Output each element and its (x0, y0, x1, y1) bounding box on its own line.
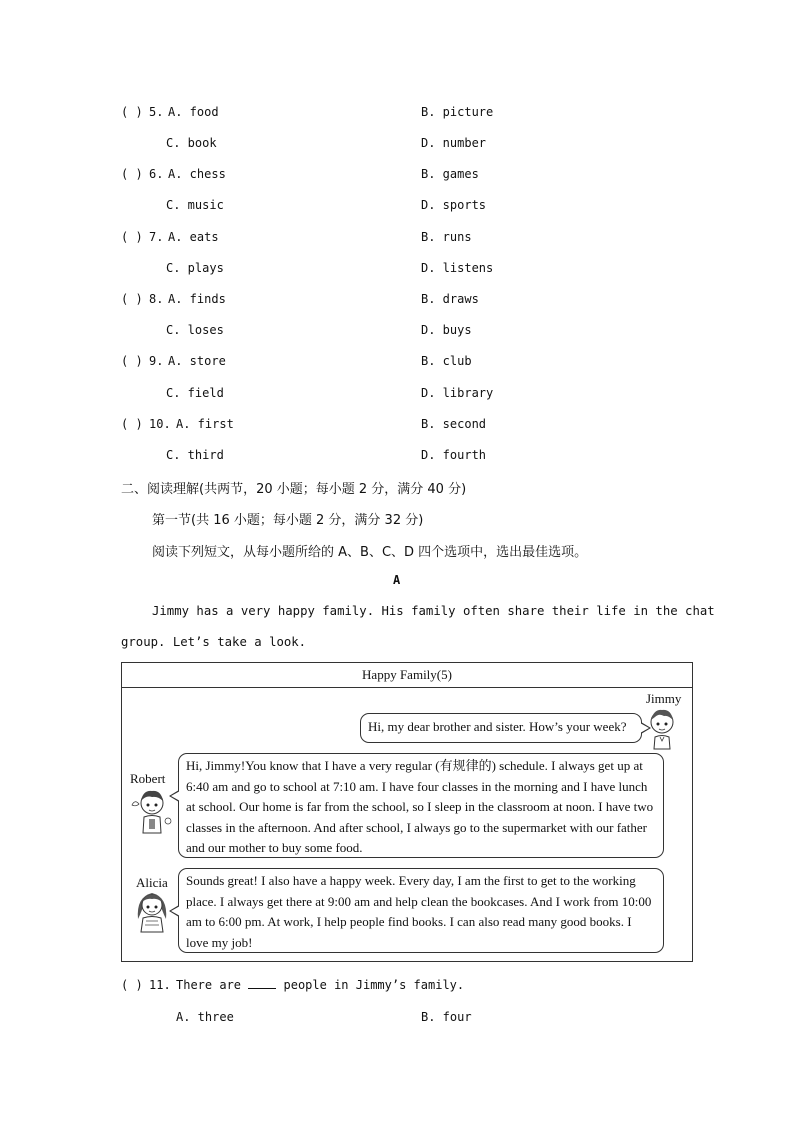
message-bubble-jimmy (360, 713, 642, 743)
sender-name-robert: Robert (130, 771, 166, 786)
option-a: A. chess (168, 167, 226, 181)
instruction-text: 阅读下列短文，从每小题所给的 A、B、C、D 四个选项中，选出最佳选项。 (152, 545, 588, 560)
option-a: A. food (168, 105, 219, 119)
option-b: B. runs (421, 230, 472, 244)
option-a: A. first (176, 417, 234, 431)
answer-paren[interactable]: ( ) (121, 978, 143, 992)
chat-title: Happy Family(5) (122, 663, 692, 688)
option-d: D. buys (421, 323, 472, 337)
option-a: A. three (176, 1010, 234, 1024)
option-b: B. games (421, 167, 479, 181)
option-a: A. store (168, 354, 226, 368)
option-d: D. fourth (421, 448, 487, 462)
option-b: B. second (421, 417, 487, 431)
option-c: C. loses (166, 323, 224, 337)
question-stem (176, 978, 464, 992)
message-bubble-alicia (178, 868, 664, 953)
option-a: A. eats (168, 230, 219, 244)
question-number: 5. (149, 105, 164, 119)
option-a: A. finds (168, 292, 226, 306)
answer-paren[interactable]: ( ) (121, 292, 143, 306)
option-d: D. sports (421, 198, 487, 212)
question-number: 9. (149, 354, 164, 368)
message-bubble-robert (178, 753, 664, 858)
option-d: D. library (421, 386, 494, 400)
jimmy-avatar-icon (646, 707, 678, 751)
question-number: 7. (149, 230, 164, 244)
answer-paren[interactable]: ( ) (121, 167, 143, 181)
question-number: 11. (149, 978, 171, 992)
stem-before: There are (176, 978, 242, 992)
question-number: 6. (149, 167, 164, 181)
intro-line-2: group. Let’s take a look. (121, 635, 307, 649)
option-b: B. picture (421, 105, 494, 119)
option-b: B. draws (421, 292, 479, 306)
option-d: D. listens (421, 261, 494, 275)
answer-paren[interactable]: ( ) (121, 230, 143, 244)
sender-name-jimmy: Jimmy (646, 691, 682, 706)
message-text: Sounds great! I also have a happy week. Every day, I am the first to get to the working place. I always get there at 9:00 am and help clean the bookcases. And I work from 10:00 am to 6:00 pm. At work, I help people find books. I can also read many good books. I love my job! (186, 873, 652, 950)
sender-name-alicia: Alicia (136, 875, 168, 890)
answer-paren[interactable]: ( ) (121, 105, 143, 119)
option-c: C. music (166, 198, 224, 212)
part-heading: 第一节(共 16 小题；每小题 2 分，满分 32 分) (152, 513, 424, 528)
stem-after: people in Jimmy’s family. (283, 978, 465, 992)
alicia-avatar-icon (132, 889, 172, 933)
option-c: C. plays (166, 261, 224, 275)
option-d: D. number (421, 136, 487, 150)
option-c: C. third (166, 448, 224, 462)
passage-label: A (393, 573, 401, 587)
option-c: C. field (166, 386, 224, 400)
robert-avatar-icon (130, 789, 174, 835)
option-b: B. club (421, 354, 472, 368)
option-b: B. four (421, 1010, 472, 1024)
message-text: Hi, Jimmy!You know that I have a very regular (有规律的) schedule. I always get up at 6:40 am and go to school at 7:10 am. I have four classes in the morning and I have lunch at school. Our home is far from the school, so I sleep in the classroom at noon. I have two classes in the afternoon. And after school, I always go to the supermarket with our father and our mother to buy some food. (186, 758, 654, 855)
answer-paren[interactable]: ( ) (121, 354, 143, 368)
chat-window (121, 662, 693, 962)
intro-line-1: Jimmy has a very happy family. His family often share their life in the chat (152, 604, 715, 618)
option-c: C. book (166, 136, 217, 150)
question-number: 10. (149, 417, 171, 431)
question-number: 8. (149, 292, 164, 306)
section-heading: 二、阅读理解(共两节，20 小题；每小题 2 分，满分 40 分) (121, 482, 467, 497)
answer-paren[interactable]: ( ) (121, 417, 143, 431)
answer-blank (248, 978, 276, 989)
message-text: Hi, my dear brother and sister. How’s your week? (368, 719, 627, 734)
